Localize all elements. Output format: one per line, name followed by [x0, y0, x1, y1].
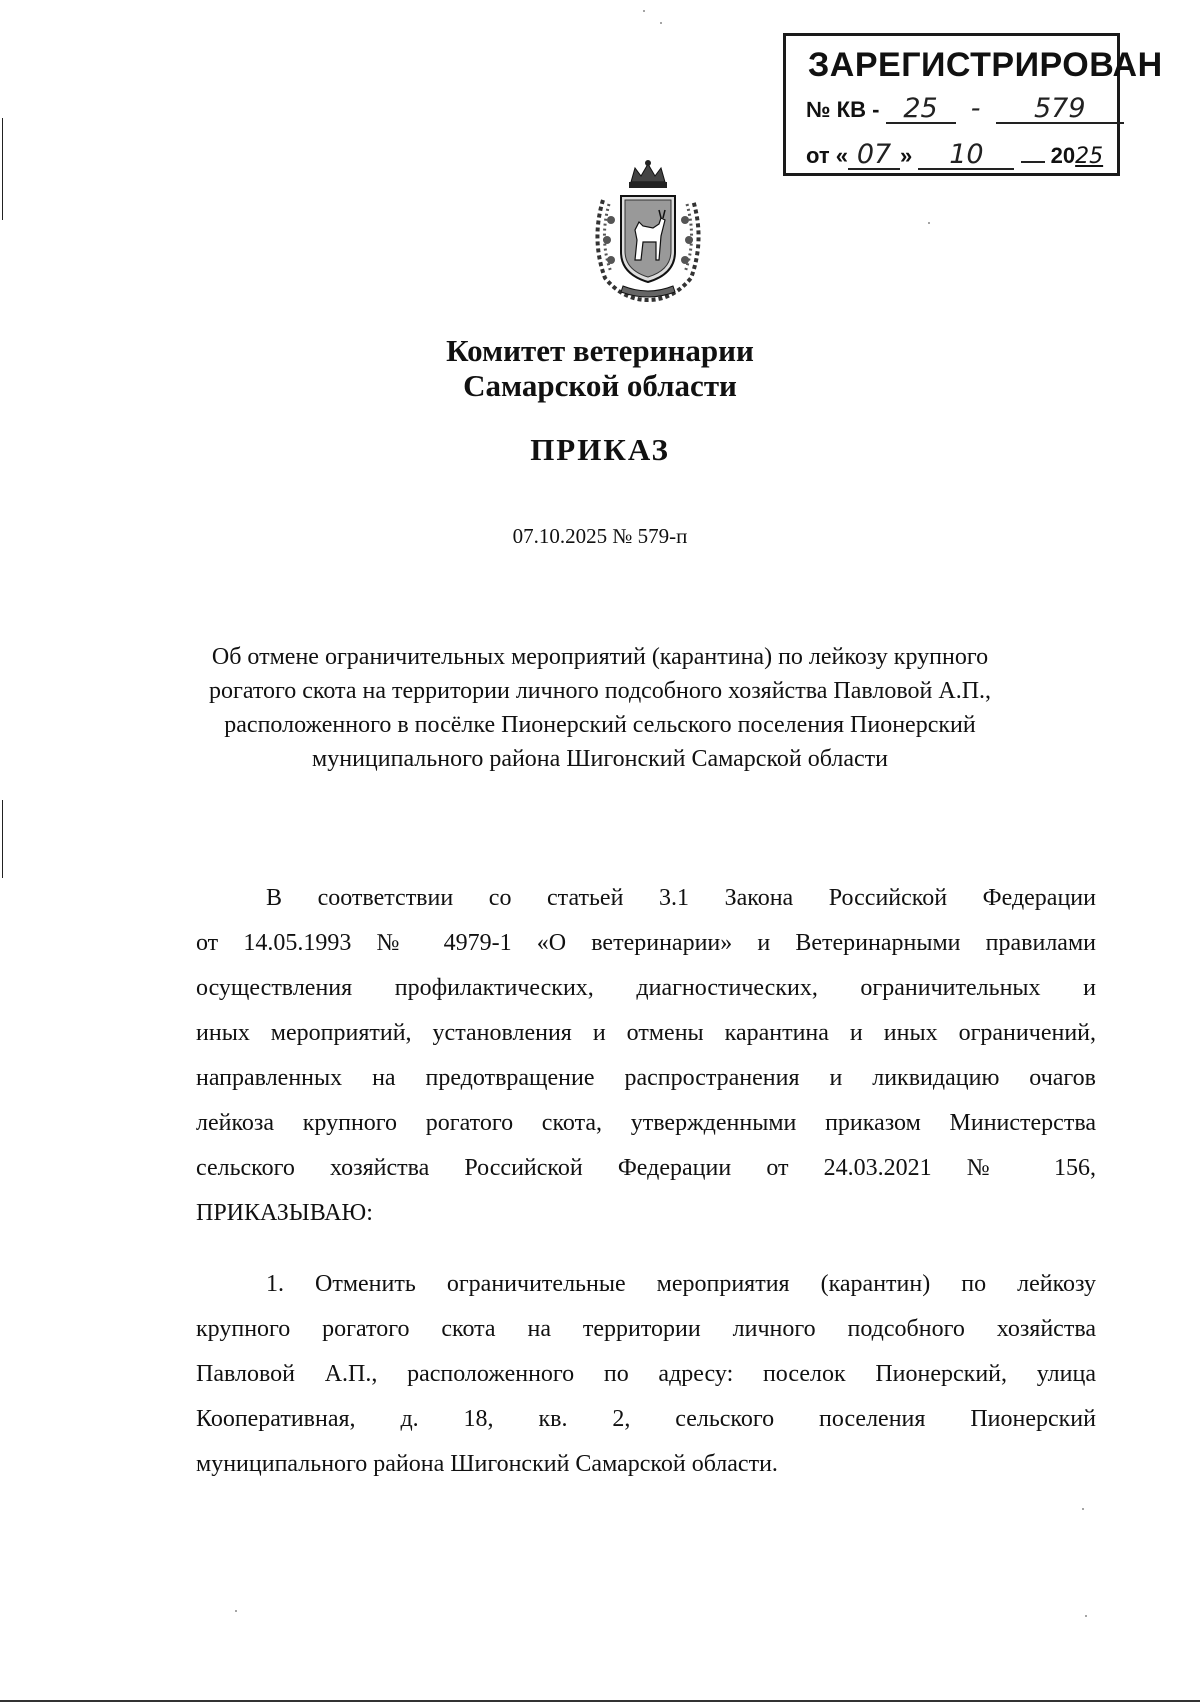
scan-bottom-edge	[0, 1700, 1200, 1702]
body-line: ПРИКАЗЫВАЮ:	[196, 1200, 373, 1226]
body-line: сельского хозяйства Российской Федерации от 24.03.2021 № 156,	[196, 1155, 1096, 1181]
stamp-date-prefix: от «	[806, 143, 849, 168]
scan-dust	[660, 22, 662, 24]
scan-dust	[235, 1610, 237, 1612]
stamp-number-part1: 25	[886, 96, 956, 124]
organization-name-line2: Самарской области	[463, 368, 737, 403]
body-line: крупного рогатого скота на территории личного подсобного хозяйства	[196, 1316, 1096, 1342]
stamp-date-mid: »	[900, 143, 913, 168]
body-line: осуществления профилактических, диагностических, ограничительных и	[196, 975, 1096, 1001]
scan-dust	[643, 10, 645, 12]
subject-line: муниципального района Шигонский Самарской области	[312, 746, 888, 772]
stamp-date-underline	[1021, 161, 1045, 163]
stamp-number-part2: 579	[996, 96, 1124, 124]
stamp-date-year-printed: 20	[1050, 143, 1076, 168]
body-line: Кооперативная, д. 18, кв. 2, сельского поселения Пионерский	[196, 1406, 1096, 1432]
document-subject	[150, 640, 1050, 776]
document-type: ПРИКАЗ	[530, 432, 670, 467]
subject-line: Об отмене ограничительных мероприятий (карантина) по лейкозу крупного	[211, 644, 989, 670]
scan-edge-mark	[2, 118, 3, 220]
stamp-number-prefix: № КВ -	[806, 97, 880, 122]
subject-line: расположенного в посёлке Пионерский сельского поселения Пионерский	[224, 712, 976, 738]
subject-line: рогатого скота на территории личного подсобного хозяйства Павловой А.П.,	[208, 678, 992, 704]
scan-dust	[928, 222, 930, 224]
body-line: лейкоза крупного рогатого скота, утвержденными приказом Министерства	[196, 1110, 1096, 1136]
body-line: муниципального района Шигонский Самарской области.	[196, 1451, 778, 1477]
body-line: В соответствии со статьей 3.1 Закона Российской Федерации	[266, 885, 1096, 911]
body-line: Павловой А.П., расположенного по адресу: поселок Пионерский, улица	[196, 1361, 1096, 1387]
body-paragraph-2	[196, 1262, 1096, 1487]
stamp-date-year-hand: 25	[1075, 144, 1104, 169]
stamp-date-day: 07	[848, 142, 900, 170]
body-line: направленных на предотвращение распространения и ликвидацию очагов	[196, 1065, 1096, 1091]
scan-dust	[1082, 1508, 1084, 1510]
stamp-number-line	[806, 93, 1124, 124]
stamp-date-line	[806, 139, 1104, 170]
stamp-title: ЗАРЕГИСТРИРОВАН	[808, 46, 1163, 84]
body-line: от 14.05.1993 № 4979-1 «О ветеринарии» и Ветеринарными правилами	[196, 930, 1096, 956]
document-date-number: 07.10.2025 № 579-п	[512, 524, 688, 548]
body-paragraph-1	[196, 876, 1096, 1236]
coat-of-arms-icon	[583, 160, 713, 305]
organization-name-line1: Комитет ветеринарии	[446, 333, 754, 368]
stamp-number-dash: -	[970, 93, 981, 124]
registration-stamp	[783, 33, 1163, 176]
body-line: иных мероприятий, установления и отмены карантина и иных ограничений,	[196, 1020, 1096, 1046]
body-line: 1. Отменить ограничительные мероприятия (карантин) по лейкозу	[266, 1271, 1096, 1297]
stamp-date-month: 10	[918, 142, 1014, 170]
scan-dust	[1085, 1615, 1087, 1617]
scan-edge-mark	[2, 800, 3, 878]
